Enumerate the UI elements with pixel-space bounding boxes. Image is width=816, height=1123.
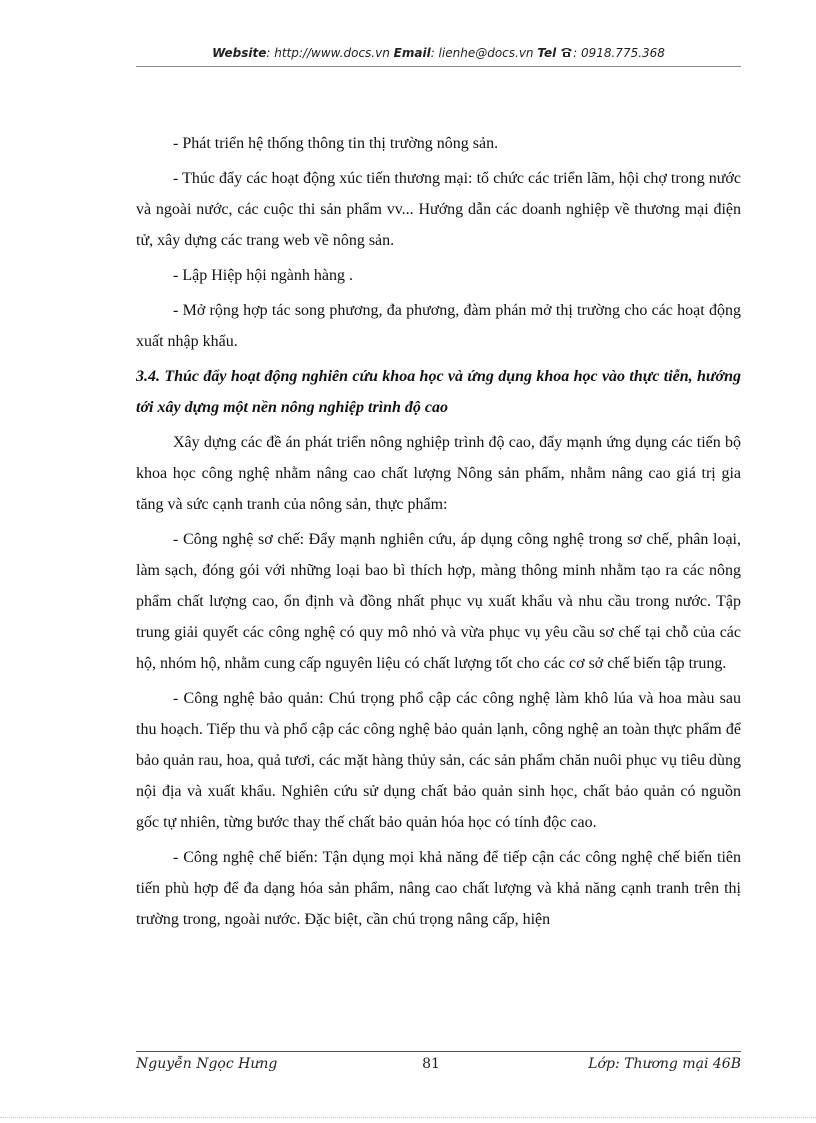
phone-icon <box>560 46 573 60</box>
footer-author: Nguyễn Ngọc Hưng <box>136 1056 278 1072</box>
page-bottom-border <box>0 1117 816 1118</box>
email-label: Email <box>393 46 431 60</box>
footer-class: Lớp: Thương mại 46B <box>588 1056 741 1072</box>
page-footer <box>136 1056 741 1076</box>
paragraph: - Công nghệ bảo quản: Chú trọng phổ cập các công nghệ làm khô lúa và hoa màu sau thu hoạch. Tiếp thu và phổ cập các công nghệ bảo quản lạnh, công nghệ an toàn thực phẩm để bảo quản rau, hoa, quả tươi, các mặt hàng thủy sản, các sản phẩm chăn nuôi phục vụ tiêu dùng nội địa và xuất khẩu. Nghiên cứu sử dụng chất bảo quản sinh học, chất bảo quản có nguồn gốc tự nhiên, từng bước thay thế chất bảo quản hóa học có tính độc cao. <box>136 690 741 831</box>
website-value: : http://www.docs.vn <box>266 46 390 60</box>
paragraph: - Công nghệ chế biến: Tận dụng mọi khả năng để tiếp cận các công nghệ chế biến tiên tiến phù hợp để đa dạng hóa sản phẩm, nâng cao chất lượng và khả năng cạnh tranh trên thị trường trong, ngoài nước. Đặc biệt, cần chú trọng nâng cấp, hiện <box>136 849 741 928</box>
email-value: : lienhe@docs.vn <box>430 46 534 60</box>
paragraph: - Phát triển hệ thống thông tin thị trường nông sản. <box>173 135 499 152</box>
paragraph: Xây dựng các đề án phát triển nông nghiệp trình độ cao, đẩy mạnh ứng dụng các tiến bộ khoa học công nghệ nhằm nâng cao chất lượng Nông sản phẩm, nhằm nâng cao giá trị gia tăng và sức cạnh tranh của nông sản, thực phẩm: <box>136 434 741 513</box>
page-header <box>136 46 741 60</box>
tel-value: : 0918.775.368 <box>573 46 665 60</box>
paragraph: - Mở rộng hợp tác song phương, đa phương, đàm phán mở thị trường cho các hoạt động xuất nhập khẩu. <box>136 302 741 350</box>
section-heading: 3.4. Thúc đẩy hoạt động nghiên cứu khoa học và ứng dụng khoa học vào thực tiễn, hướng tới xây dựng một nền nông nghiệp trình độ cao <box>136 368 741 416</box>
paragraph: - Lập Hiệp hội ngành hàng . <box>173 267 353 284</box>
paragraph: - Công nghệ sơ chế: Đẩy mạnh nghiên cứu, áp dụng công nghệ trong sơ chế, phân loại, làm sạch, đóng gói với những loại bao bì thích hợp, màng thông minh nhằm tạo ra các nông phẩm chất lượng cao, ổn định và đồng nhất phục vụ xuất khẩu và nhu cầu trong nước. Tập trung giải quyết các công nghệ có quy mô nhỏ và vừa phục vụ yêu cầu sơ chế tại chỗ của các hộ, nhóm hộ, nhằm cung cấp nguyên liệu có chất lượng tốt cho các cơ sở chế biến tập trung. <box>136 531 741 672</box>
footer-divider <box>136 1051 741 1052</box>
website-label: Website <box>212 46 267 60</box>
header-divider <box>136 66 741 67</box>
page-number: 81 <box>422 1056 440 1072</box>
document-body <box>136 128 741 939</box>
paragraph: - Thúc đẩy các hoạt động xúc tiến thương mại: tổ chức các triển lãm, hội chợ trong nước và ngoài nước, các cuộc thi sản phẩm vv... Hướng dẫn các doanh nghiệp về thương mại điện tử, xây dựng các trang web về nông sản. <box>136 170 741 249</box>
tel-label: Tel <box>537 46 557 60</box>
